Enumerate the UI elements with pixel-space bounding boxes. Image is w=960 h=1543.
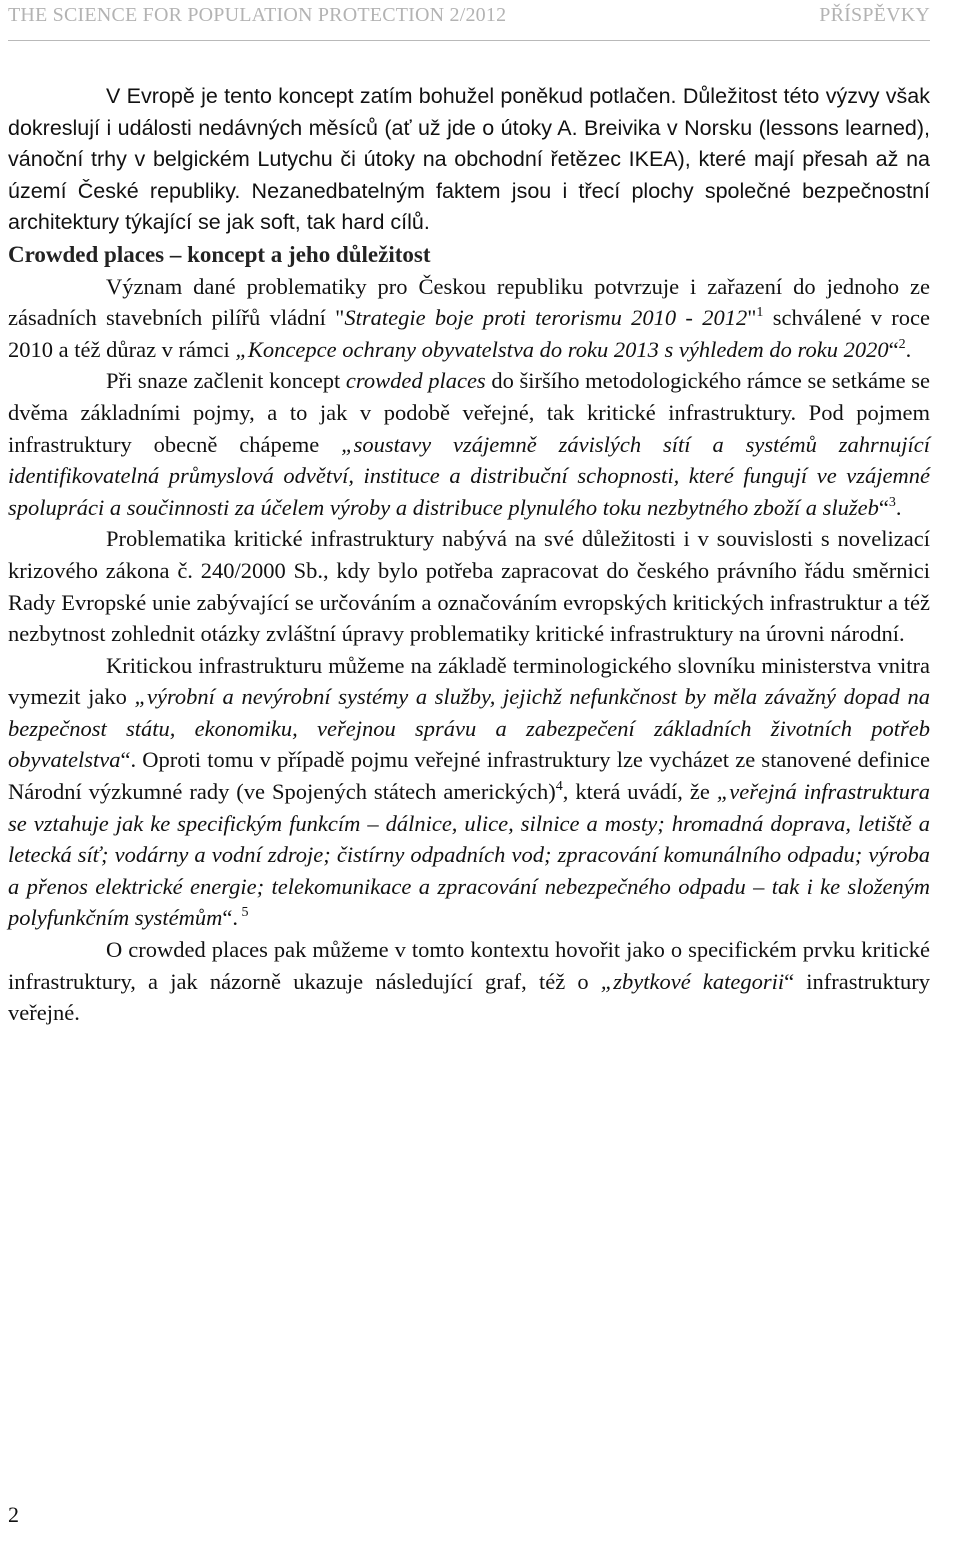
running-header: [8, 0, 930, 41]
text-run: schválené v roce 2010 a též důraz v rámci: [8, 305, 931, 362]
italic-run: „výrobní a nevýrobní systémy a služby, jejichž nefunkčnost by měla závažný dopad na bezpečnost státu, ekonomiku, veřejnou správu a zabezpečení základních životních potřeb obyvatelstva: [8, 684, 930, 773]
footnote-ref-1[interactable]: 1: [756, 305, 764, 321]
article-body: [8, 81, 930, 1029]
journal-title: THE SCIENCE FOR POPULATION PROTECTION 2/2012: [8, 4, 507, 26]
paragraph-critical-infrastructure: Problematika kritické infrastruktury nabývá na své důležitosti i v souvislosti s novelizací krizového zákona č. 240/2000 Sb., kdy bylo potřeba zapracovat do českého právního řádu směrnici Rady Evropské unie zabývající se určováním a označováním evropských kritických infrastruktur a též nezbytnost zohlednit otázky zvláštní úpravy problematiky kritické infrastruktury na úrovni národní.: [8, 526, 930, 647]
text-run: infrastruktury veřejné.: [8, 968, 931, 1026]
text-run: .: [232, 905, 238, 931]
text-run: , která uvádí, že: [562, 779, 717, 805]
italic-run: „zbytkové kategorii: [600, 968, 785, 994]
section-heading: Crowded places – koncept a jeho důležitost: [8, 241, 431, 267]
text-run: “: [888, 336, 899, 362]
italic-run: crowded places: [345, 368, 486, 394]
footnote-ref-2[interactable]: 2: [898, 336, 906, 352]
text-run: “: [784, 968, 795, 994]
section-label: PŘÍSPĚVKY: [819, 4, 930, 26]
text-run: Kritickou infrastrukturu můžeme na základě terminologického slovníku ministerstva vnitra vymezit jako: [8, 652, 930, 710]
text-run: “: [120, 747, 131, 773]
paragraph-definitions: [8, 650, 930, 934]
footnote-ref-5[interactable]: 5: [237, 905, 249, 921]
text-run: ": [747, 305, 757, 331]
text-run: .: [905, 336, 912, 362]
intro-paragraph: V Evropě je tento koncept zatím bohužel poněkud potlačen. Důležitost této výzvy však dokreslují i události nedávných měsíců (ať už jde o útoky A. Breivika v Norsku (lessons learned), vánoční trhy v belgickém Lutychu či útoky na obchodní řetězec IKEA), které mají přesah až na území České republiky. Nezanedbatelným faktem jsou i třecí plochy společné bezpečnostní architektury týkající se jak soft, tak hard cílů.: [8, 84, 930, 235]
text-run: Význam dané problematiky pro Českou republiku potvrzuje i zařazení do jednoho ze zásadních stavebních pilířů vládní ": [8, 273, 930, 331]
text-run: . Oproti tomu v případě pojmu veřejné infrastruktury lze vycházet ze stanovené definice Národní výzkumné rady (ve Spojených státech amerických): [8, 747, 930, 805]
italic-run: „soustavy vzájemně závislých sítí a systémů zahrnující identifikovatelná průmyslová odvětví, instituce a distribuční schopnosti, které fungují ve vzájemné spolupráci a součinnosti za účelem výroby a distribuce plynulého toku nezbytného zboží a služeb: [8, 431, 930, 520]
text-run: do širšího metodologického rámce se setkáme se dvěma základními pojmy, a to jak v podobě veřejné, tak kritické infrastruktury. Pod pojmem infrastruktury obecně chápeme: [8, 368, 930, 457]
text-run: Při snaze začlenit koncept: [106, 368, 346, 394]
text-run: “: [222, 905, 233, 931]
italic-run: „veřejná infrastruktura se vztahuje jak ke specifickým funkcím – dálnice, ulice, silnice a mosty; hromadná doprava, letiště a letecká síť; vodárny a vodní zdroje; čistírny odpadních vod; zpracování komunálního odpadu; výroba a přenos elektrické energie; telekomunikace a zpracování nebezpečného odpadu – tak i ke složeným polyfunkčním systémům: [8, 779, 930, 931]
footnote-ref-4[interactable]: 4: [555, 779, 563, 795]
italic-run: Strategie boje proti terorismu 2010 - 2012: [344, 305, 748, 331]
footnote-ref-3[interactable]: 3: [888, 494, 896, 510]
paragraph-conclusion: [8, 934, 930, 1029]
italic-run: „Koncepce ochrany obyvatelstva do roku 2013 s výhledem do roku 2020: [235, 336, 889, 362]
text-run: O crowded places pak můžeme v tomto kontextu hovořit jako o specifickém prvku kritické infrastruktury, a jak názorně ukazuje následující graf, též o: [8, 937, 930, 994]
text-run: “: [878, 494, 889, 520]
paragraph-infrastructure: [8, 365, 930, 523]
text-run: .: [895, 494, 902, 520]
page-number: 2: [8, 1502, 19, 1527]
paragraph-significance: [8, 271, 930, 366]
